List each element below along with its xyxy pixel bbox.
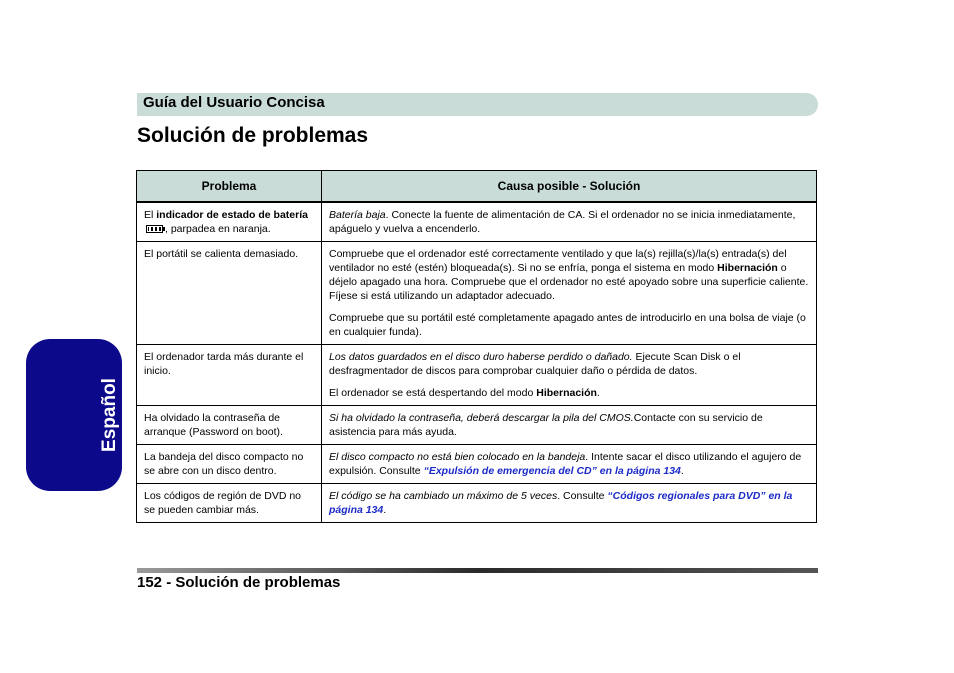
solution-paragraph bbox=[329, 208, 809, 236]
solution-text: . bbox=[383, 504, 387, 516]
header-problem: Problema bbox=[137, 171, 322, 203]
solution-text: Compruebe que su portátil esté completamente apagado antes de introducirlo en una bolsa de viaje (o en cualquier funda). bbox=[329, 312, 806, 338]
solution-paragraph bbox=[329, 489, 809, 517]
cause-italic: El código se ha cambiado un máximo de 5 veces bbox=[329, 490, 558, 502]
problem-cell bbox=[137, 406, 322, 445]
footer-rule bbox=[137, 568, 818, 573]
troubleshooting-table bbox=[136, 170, 817, 523]
table-row bbox=[137, 345, 817, 406]
solution-bold: Hibernación bbox=[536, 387, 597, 399]
language-side-tab bbox=[26, 339, 122, 491]
solution-text: . Consulte bbox=[557, 490, 608, 502]
solution-cell bbox=[322, 484, 817, 523]
battery-icon bbox=[146, 225, 163, 233]
solution-text: . Conecte la fuente de alimentación de CA. Si el ordenador no se inicia inmediatamente, apáguelo y vuelva a encenderlo. bbox=[329, 209, 796, 235]
problem-text: El portátil se calienta demasiado. bbox=[144, 248, 299, 260]
problem-bold: indicador de estado de batería bbox=[156, 209, 308, 221]
table-row bbox=[137, 484, 817, 523]
cross-reference-link[interactable]: “Códigos regionales para DVD” en la página 134 bbox=[329, 490, 793, 516]
page-footer: 152 - Solución de problemas bbox=[137, 574, 341, 591]
table-row bbox=[137, 406, 817, 445]
problem-text: El ordenador tarda más durante el inicio. bbox=[144, 351, 304, 377]
solution-paragraph bbox=[329, 350, 809, 378]
problem-cell bbox=[137, 345, 322, 406]
solution-text: . Intente sacar el disco utilizando el agujero de expulsión. Consulte bbox=[329, 451, 802, 477]
running-header-title: Guía del Usuario Concisa bbox=[143, 94, 325, 111]
cause-italic: Batería baja bbox=[329, 209, 386, 221]
solution-paragraph bbox=[329, 311, 809, 339]
solution-text: Contacte con su servicio de asistencia para más ayuda. bbox=[329, 412, 763, 438]
problem-cell bbox=[137, 484, 322, 523]
side-tab-label: Español bbox=[99, 378, 120, 452]
solution-text: Compruebe que el ordenador esté correctamente ventilado y que la(s) rejilla(s)/la(s) entrada(s) del ventilador no esté (estén) bloqueada(s). Si no se enfría, ponga el sistema en modo bbox=[329, 248, 787, 274]
table-row bbox=[137, 445, 817, 484]
cause-italic: El disco compacto no está bien colocado en la bandeja bbox=[329, 451, 586, 463]
solution-cell bbox=[322, 406, 817, 445]
solution-cell bbox=[322, 445, 817, 484]
table-header-row bbox=[137, 171, 817, 203]
solution-paragraph bbox=[329, 411, 809, 439]
header-solution: Causa posible - Solución bbox=[322, 171, 817, 203]
problem-text: , parpadea en naranja. bbox=[165, 223, 271, 235]
cause-italic: Si ha olvidado la contraseña, deberá descargar la pila del CMOS. bbox=[329, 412, 634, 424]
problem-text: Los códigos de región de DVD no se pueden cambiar más. bbox=[144, 490, 302, 516]
solution-cell bbox=[322, 242, 817, 345]
problem-text: La bandeja del disco compacto no se abre con un disco dentro. bbox=[144, 451, 304, 477]
table-row bbox=[137, 202, 817, 242]
problem-cell bbox=[137, 202, 322, 242]
problem-cell bbox=[137, 445, 322, 484]
solution-paragraph bbox=[329, 247, 809, 303]
problem-text: Ha olvidado la contraseña de arranque (Password on boot). bbox=[144, 412, 283, 438]
solution-bold: Hibernación bbox=[717, 262, 778, 274]
solution-text: Ejecute Scan Disk o el desfragmentador de discos para comprobar cualquier daño o pérdida de datos. bbox=[329, 351, 741, 377]
table-row bbox=[137, 242, 817, 345]
solution-cell bbox=[322, 202, 817, 242]
header-bar bbox=[137, 93, 818, 116]
problem-cell bbox=[137, 242, 322, 345]
page-title: Solución de problemas bbox=[137, 124, 369, 147]
solution-cell bbox=[322, 345, 817, 406]
cause-italic: Los datos guardados en el disco duro haberse perdido o dañado. bbox=[329, 351, 633, 363]
problem-text: El bbox=[144, 209, 157, 221]
solution-text: . bbox=[596, 387, 600, 399]
cross-reference-link[interactable]: “Expulsión de emergencia del CD” en la página 134 bbox=[423, 465, 681, 477]
solution-text: . bbox=[680, 465, 684, 477]
solution-paragraph bbox=[329, 386, 809, 400]
solution-text: o déjelo apagado una hora. Compruebe que el ordenador no esté apoyado sobre una superficie caliente. Fíjese si está utilizando un adaptador adecuado. bbox=[329, 262, 809, 302]
solution-text: El ordenador se está despertando del modo bbox=[329, 387, 537, 399]
solution-paragraph bbox=[329, 450, 809, 478]
